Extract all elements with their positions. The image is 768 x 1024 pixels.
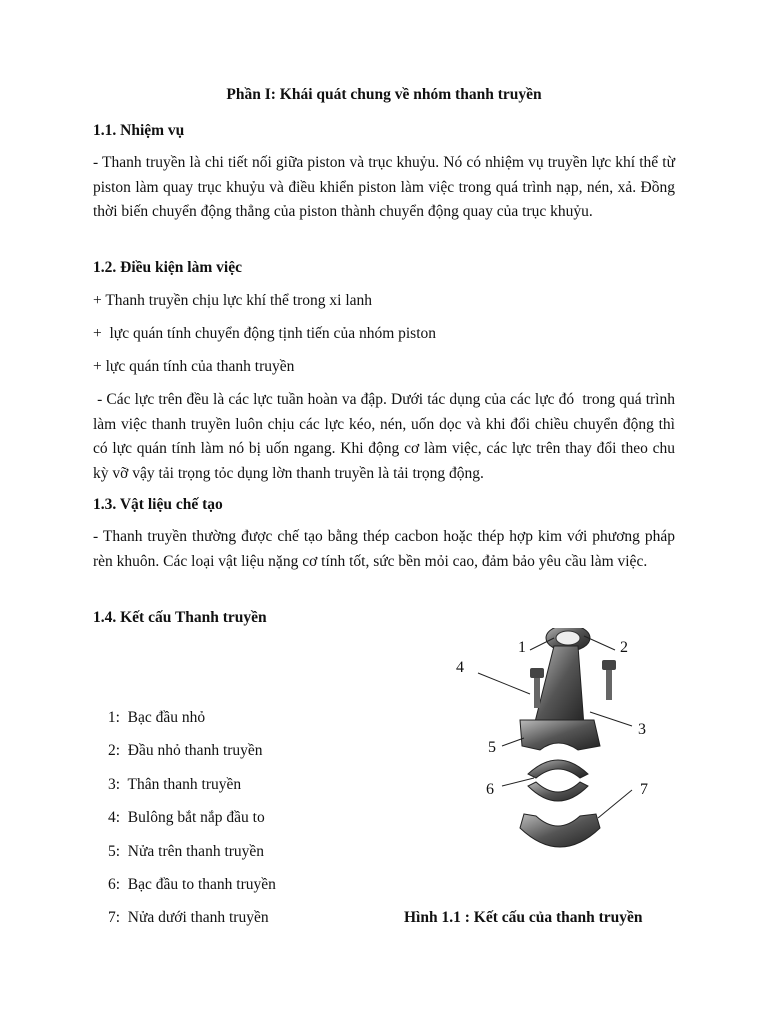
legend-item: 1: Bạc đầu nhỏ: [104, 709, 206, 726]
figure-label: 4: [456, 659, 464, 676]
small-end-bushing: [556, 631, 580, 645]
figure-label: 3: [638, 721, 646, 738]
bearing-upper: [528, 760, 588, 778]
rod-shank: [534, 646, 584, 726]
heading-1-3: 1.3. Vật liệu chế tạo: [93, 496, 223, 513]
connecting-rod-illustration: [450, 628, 670, 868]
heading-1-4: 1.4. Kết cấu Thanh truyền: [93, 609, 267, 626]
connecting-rod-figure: [450, 628, 670, 868]
condition-item: + lực quán tính của thanh truyền: [93, 358, 295, 375]
legend-item: 6: Bạc đầu to thanh truyền: [108, 876, 276, 893]
paragraph-materials: - Thanh truyền thường được chế tạo bằng thép cacbon hoặc thép hợp kim với phương pháp rèn khuôn. Các loại vật liệu nặng cơ tính tốt, sức bền mỏi cao, đảm bảo yêu cầu làm việc.: [93, 528, 675, 570]
bearing-lower: [528, 782, 588, 801]
legend-item: 2: Đầu nhỏ thanh truyền: [108, 742, 263, 759]
figure-label: 7: [640, 781, 648, 798]
paragraph-conditions: - Các lực trên đều là các lực tuần hoàn va đập. Dưới tác dụng của các lực đó trong quá trình làm việc thanh truyền luôn chịu các lực kéo, nén, uốn dọc và khi đổi chiều chuyển động thì có lực quán tính làm nó bị uốn ngang. Khi động cơ làm việc, các lực trên thay đổi theo chu kỳ vỡ vậy tải trọng tỏc dụng lờn thanh truyền là tải trọng động.: [93, 391, 679, 482]
figure-caption: Hình 1.1 : Kết cấu của thanh truyền: [404, 909, 643, 926]
legend-item: 3: Thân thanh truyền: [108, 776, 242, 793]
legend-item: 5: Nửa trên thanh truyền: [108, 843, 265, 860]
legend-item: 4: Bulông bắt nắp đầu to: [108, 809, 265, 826]
bolt-right: [602, 660, 616, 700]
legend-item: 7: Nửa dưới thanh truyền: [108, 909, 269, 926]
big-end-cap: [520, 814, 600, 847]
heading-1-1: 1.1. Nhiệm vụ: [93, 122, 185, 139]
big-end-upper: [520, 720, 600, 750]
figure-label: 1: [518, 639, 526, 656]
paragraph-duties: - Thanh truyền là chi tiết nối giữa piston và trục khuỷu. Nó có nhiệm vụ truyền lực khí thể từ piston làm quay trục khuỷu và điều khiển piston làm việc trong quá trình nạp, nén, xả. Đồng thời biến chuyển động thẳng của piston thành chuyển động quay của trục khuỷu.: [93, 154, 675, 220]
figure-label: 2: [620, 639, 628, 656]
page-title: Phần I: Khái quát chung về nhóm thanh truyền: [226, 86, 542, 103]
figure-label: 5: [488, 739, 496, 756]
heading-1-2: 1.2. Điều kiện làm việc: [93, 259, 242, 276]
condition-item: + lực quán tính chuyển động tịnh tiến của nhóm piston: [93, 325, 437, 342]
condition-item: + Thanh truyền chịu lực khí thể trong xi lanh: [93, 292, 373, 309]
figure-label: 6: [486, 781, 494, 798]
